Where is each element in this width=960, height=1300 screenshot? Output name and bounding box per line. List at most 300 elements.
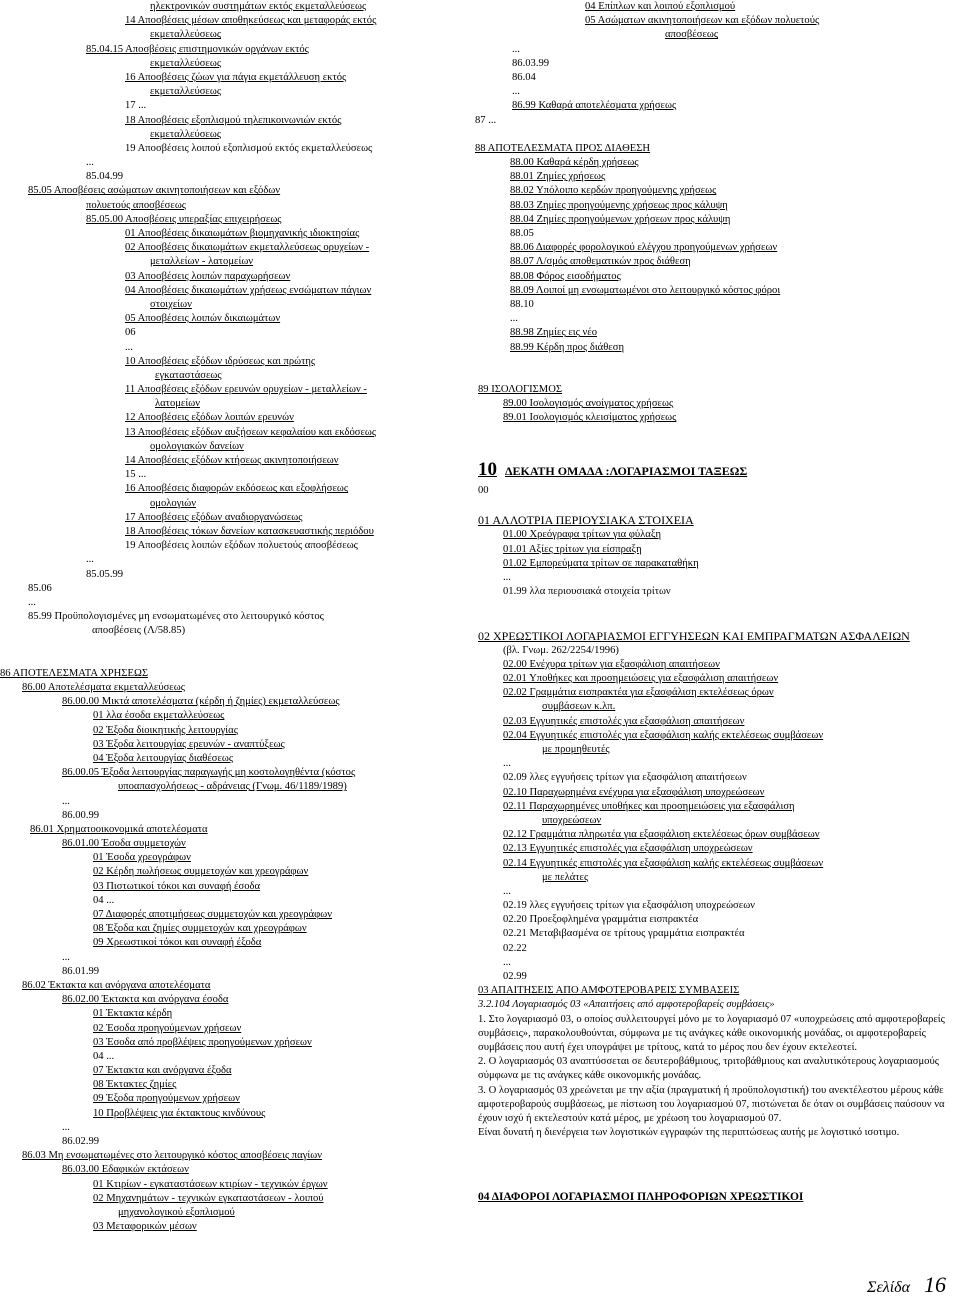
- account-line-text: 08 Έξοδα και ζημίες συμμετοχών και χρεογράφων: [93, 923, 307, 935]
- account-line: [0, 440, 465, 454]
- account-line-text: 02 Κέρδη πωλήσεως συμμετοχών και χρεογράφων: [93, 866, 309, 878]
- account-line-text: 11 Αποσβέσεις εξόδων ερευνών ορυχείων - μεταλλείων -: [125, 384, 367, 396]
- account-line-text: ...: [503, 758, 511, 770]
- account-line: [0, 227, 465, 241]
- account-line-text: 09 Έξοδα προηγούμενων χρήσεων: [93, 1093, 240, 1105]
- account-line: [0, 14, 465, 28]
- account-line: [470, 543, 950, 557]
- account-line: [0, 43, 465, 57]
- account-line-text: 19 Αποσβέσεις λοιπού εξοπλισμού εκτός εκμεταλλεύσεως: [125, 142, 373, 154]
- account-line-text: 01 Έσοδα χρεογράφων: [93, 852, 191, 864]
- account-line: [470, 213, 950, 227]
- account-line-text: μηχανολογικού εξοπλισμού: [118, 1206, 235, 1218]
- account-line-text: 09 Χρεωστικοί τόκοι και συναφή έξοδα: [93, 937, 262, 949]
- account-line-text: ...: [503, 956, 511, 968]
- account-line: [470, 298, 950, 312]
- account-line-text: ομολογιών: [150, 497, 197, 509]
- account-line-text: 88 ΑΠΟΤΕΛΕΣΜΑΤΑ ΠΡΟΣ ΔΙΑΘΕΣΗ: [475, 142, 651, 154]
- paragraph: 1. Στο λογαριασμό 03, ο οποίος συλλειτουργεί μόνο με το λογαριασμό 07 «υποχρεώσεις από αμφοτεροβαρείς συμβάσεις», παρακολουθούνται, σύμφωνα με τις ανάγκες κάθε οικονομικής μονάδας, οι αμφοτεροβαρείς συμβάσεις που αυτή έχει υπογράψει με τρίτους, κατά το μέρος που δεν έχουν εκτελεστεί.: [478, 1013, 945, 1053]
- account-line: [0, 184, 465, 198]
- account-line: [0, 865, 465, 879]
- account-line-text: 86.00.99: [62, 809, 100, 821]
- account-line-text: 16 Αποσβέσεις διαφορών εκδόσεως και εξοφλήσεως: [125, 483, 349, 495]
- account-line: [0, 1149, 465, 1163]
- account-line: [0, 57, 465, 71]
- account-line: [470, 326, 950, 340]
- account-line: [0, 568, 465, 582]
- account-line-text: ...: [62, 951, 70, 963]
- account-line: [470, 871, 950, 885]
- account-line-text: 88.01 Ζημίες χρήσεως: [510, 171, 606, 183]
- section-04-heading: 04 ΔΙΑΦΟΡΟΙ ΛΟΓΑΡΙΑΣΜΟΙ ΠΛΗΡΟΦΟΡΙΩΝ ΧΡΕΩΣΤΙΚΟΙ: [478, 1191, 804, 1204]
- account-line: [470, 956, 950, 970]
- account-line: [470, 57, 950, 71]
- account-line: [0, 497, 465, 511]
- page-number-value: 16: [924, 1272, 946, 1297]
- account-line: [0, 1092, 465, 1106]
- account-line-text: 02.00 Ενέχυρα τρίτων για εξασφάλιση απαιτήσεων: [503, 658, 720, 670]
- account-line-text: 04 Επίπλων και λοιπού εξοπλισμού: [585, 1, 736, 12]
- account-line: [0, 582, 465, 596]
- account-line: [0, 1121, 465, 1135]
- account-line-text: 03 Αποσβέσεις λοιπών παραχωρήσεων: [125, 270, 291, 282]
- account-line: [0, 1050, 465, 1064]
- account-line-text: 88.04 Ζημίες προηγούμενων χρήσεων προς κάλυψη: [510, 213, 731, 225]
- account-line-text: ...: [62, 1121, 70, 1133]
- account-line-text: 85.05 Αποσβέσεις ασώματων ακινητοποιήσεων και εξόδων: [28, 185, 281, 197]
- account-line-text: εκμεταλλεύσεως: [150, 29, 222, 41]
- account-line: [470, 71, 950, 85]
- account-line-text: 02.11 Παραχωρημένες υποθήκες και προσημειώσεις για εξασφάλιση: [503, 800, 795, 812]
- account-line: [0, 255, 465, 269]
- account-line: [470, 757, 950, 771]
- account-line: [470, 942, 950, 956]
- account-line-text: 03 ΑΠΑΙΤΗΣΕΙΣ ΑΠΟ ΑΜΦΟΤΕΡΟΒΑΡΕΙΣ ΣΥΜΒΑΣΕΙΣ: [478, 985, 740, 997]
- account-line-text: 85.99 Προϋπολογισμένες μη ενσωματωμένες στο λειτουργικό κόστος: [28, 611, 324, 623]
- account-line-text: 88.06 Διαφορές φορολογικού ελέγχου προηγούμενων χρήσεων: [510, 242, 778, 254]
- account-line-text: 05 Ασώματων ακινητοποιήσεων και εξόδων πολυετούς: [585, 15, 820, 27]
- account-line: [470, 700, 950, 714]
- account-line-text: 86.02 Έκτακτα και ανόργανα αποτελέσματα: [22, 979, 211, 991]
- account-line-text: 87 ...: [475, 114, 497, 126]
- account-line: [0, 525, 465, 539]
- account-line-text: 02.01 Υποθήκες και προσημειώσεις για εξασφάλιση απαιτήσεων: [503, 673, 779, 685]
- account-line-text: 10 Προβλέψεις για έκτακτους κινδύνους: [93, 1107, 266, 1119]
- account-line: [0, 454, 465, 468]
- account-line-text: 17 Αποσβέσεις εξόδων αναδιοργανώσεως: [125, 511, 303, 523]
- account-line: [470, 184, 950, 198]
- account-line-text: υποαπασχολήσεως - αδράνειας (Γνωμ. 46/1189/1989): [118, 781, 347, 793]
- account-line: [470, 729, 950, 743]
- right-column: [470, 0, 950, 1205]
- account-line: [0, 880, 465, 894]
- account-line-text: 88.05: [510, 228, 534, 239]
- account-line: [470, 411, 950, 425]
- account-line-text: 07 Διαφορές αποτιμήσεως συμμετοχών και χρεογράφων: [93, 909, 332, 920]
- account-line-text: 06: [125, 327, 136, 339]
- account-line-text: 02 Έσοδα προηγούμενων χρήσεων: [93, 1022, 242, 1034]
- account-line: [0, 738, 465, 752]
- paragraph: 3. Ο λογαριασμός 03 χρεώνεται με την αξία (πραγματική ή προϋπολογιστική) του ανεκτέλεστου μέρους κάθε αμφοτεροβαρούς συμβάσεως, με πίστωση του λογαριασμού 07, πιστώνεται δε όταν οι συμβάσεις παύσουν να έχουν ισχύ ή εκτελεστούν κατά μέρος, με χρέωση του λογαριασμού 07.: [478, 1084, 945, 1124]
- account-line-text: 85.04.15 Αποσβέσεις επιστημονικών οργάνων εκτός: [86, 43, 309, 55]
- right-lines: [470, 0, 950, 1013]
- account-line-text: 05 Αποσβέσεις λοιπών δικαιωμάτων: [125, 313, 281, 325]
- account-line-text: 86.03 Μη ενσωματωμένες στο λειτουργικό κόστος αποσβέσεις παγίων: [22, 1150, 323, 1162]
- account-line: [0, 326, 465, 340]
- account-line: [0, 1078, 465, 1092]
- account-line-text: 01.01 Αξίες τρίτων για είσπραξη: [503, 543, 642, 555]
- account-line: [0, 965, 465, 979]
- account-line: [470, 227, 950, 241]
- account-line-text: 86.01.00 Έσοδα συμμετοχών: [62, 838, 186, 850]
- account-line: [0, 1135, 465, 1149]
- account-line-text: 03 Έξοδα λειτουργίας ερευνών - αναπτύξεως: [93, 738, 285, 750]
- account-line-text: συμβάσεων κ.λπ.: [542, 701, 616, 713]
- account-line-text: 02 Έξοδα διοικητικής λειτουργίας: [93, 724, 238, 736]
- account-line-text: 01 Αποσβέσεις δικαιωμάτων βιομηχανικής ιδιοκτησίας: [125, 228, 360, 239]
- account-line-text: 85.05.00 Αποσβέσεις υπεραξίας επιχειρήσεως: [86, 213, 282, 225]
- account-line-text: 02.10 Παραχωρημένα ενέχυρα για εξασφάλιση υποχρεώσεων: [503, 786, 765, 798]
- account-line: [0, 780, 465, 794]
- account-line-text: 89 ΙΣΟΛΟΓΙΣΜΟΣ: [478, 384, 563, 396]
- account-line-text: ομολογιακών δανείων: [150, 440, 244, 452]
- account-line: [0, 553, 465, 567]
- account-line: [470, 628, 950, 644]
- account-line-text: 04 Έξοδα λειτουργίας διαθέσεως: [93, 752, 234, 764]
- account-line-text: 86.04: [512, 71, 536, 83]
- account-line-text: 01.99 λλα περιουσιακά στοιχεία τρίτων: [503, 586, 671, 598]
- account-line-text: 85.05.99: [86, 568, 124, 580]
- account-line: [470, 241, 950, 255]
- account-line: [470, 585, 950, 599]
- account-line-text: 86.02.99: [62, 1136, 100, 1147]
- group-title: ΔΕΚΑΤΗ ΟΜΑΔΑ :ΛΟΓΑΡΙΑΣΜΟΙ ΤΑΞΕΩΣ: [505, 464, 748, 478]
- account-line-text: 3.2.104 Λογαριασμός 03 «Απαιτήσεις από αμφοτεροβαρείς συμβάσεις»: [478, 999, 775, 1011]
- account-line-text: 86.00 Αποτελέσματα εκμεταλλεύσεως: [22, 682, 185, 693]
- account-line: [470, 672, 950, 686]
- account-line: [470, 199, 950, 213]
- account-line-text: εκμεταλλεύσεως: [150, 128, 222, 140]
- account-line-text: 88.03 Ζημίες προηγούμενης χρήσεως προς κάλυψη: [510, 199, 728, 211]
- account-line-text: 86.00.00 Μικτά αποτελέσματα (κέρδη ή ζημίες) εκμεταλλεύσεως: [62, 696, 340, 708]
- account-line: [470, 341, 950, 355]
- account-line-text: 88.09 Λοιποί μη ενσωματωμένοι στο λειτουργικό κόστος φόροι: [510, 284, 781, 296]
- account-line-text: εκμεταλλεύσεως: [150, 86, 222, 98]
- account-line-text: 86.99 Καθαρά αποτελέσματα χρήσεως: [512, 100, 677, 112]
- account-line-text: μεταλλείων - λατομείων: [150, 256, 254, 268]
- account-line: [0, 199, 465, 213]
- account-line: [0, 724, 465, 738]
- account-line: [0, 71, 465, 85]
- account-line-text: 02.13 Εγγυητικές επιστολές για εξασφάλιση υποχρεώσεων: [503, 843, 753, 855]
- account-line: [470, 14, 950, 28]
- account-line: [0, 979, 465, 993]
- account-line: [0, 624, 465, 638]
- account-line: [470, 498, 950, 512]
- account-line-text: 03 Μεταφορικών μέσων: [93, 1221, 197, 1233]
- account-line: [0, 1022, 465, 1036]
- account-line-text: ...: [28, 596, 36, 608]
- account-line: [470, 270, 950, 284]
- account-line: [0, 596, 465, 610]
- account-line: [470, 686, 950, 700]
- account-line: [0, 695, 465, 709]
- account-line: [0, 213, 465, 227]
- account-line: [0, 142, 465, 156]
- account-line-text: 02 Αποσβέσεις δικαιωμάτων εκμεταλλεύσεως ορυχείων -: [125, 242, 370, 254]
- account-line: [470, 85, 950, 99]
- account-line-text: 88.98 Ζημίες εις νέο: [510, 327, 597, 339]
- account-line: [0, 809, 465, 823]
- account-line: [470, 743, 950, 757]
- account-line-text: 02.99: [503, 971, 527, 982]
- account-line-text: 04 ...: [93, 894, 115, 906]
- explanatory-paragraphs: [478, 1013, 948, 1141]
- account-line: [0, 383, 465, 397]
- account-line: [0, 1192, 465, 1206]
- account-line-text: ...: [512, 43, 520, 55]
- account-line-text: 88.00 Καθαρά κέρδη χρήσεως: [510, 157, 639, 169]
- account-line: [470, 0, 950, 14]
- account-line-text: 86 ΑΠΟΤΕΛΕΣΜΑΤΑ ΧΡΗΣΕΩΣ: [0, 667, 148, 679]
- account-line: [470, 771, 950, 785]
- account-line: [0, 908, 465, 922]
- account-line-text: 01 ΑΛΛΟΤΡΙΑ ΠΕΡΙΟΥΣΙΑΚΑ ΣΤΟΙΧΕΙΑ: [478, 513, 694, 528]
- account-line-text: 86.03.00 Εδαφικών εκτάσεων: [62, 1164, 189, 1176]
- account-line: [470, 998, 950, 1012]
- account-line: [470, 255, 950, 269]
- account-line: [470, 484, 950, 498]
- account-line: [0, 1206, 465, 1220]
- account-line-text: 18 Αποσβέσεις εξοπλισμού τηλεπικοινωνιών εκτός: [125, 114, 342, 126]
- account-line: [470, 28, 950, 42]
- page-number: [867, 1272, 946, 1298]
- account-line: [0, 1163, 465, 1177]
- account-line-text: 02.21 Μεταβιβασμένα σε τρίτους γραμμάτια εισπρακτέα: [503, 928, 745, 940]
- account-line-text: ...: [86, 157, 94, 169]
- account-line-text: ...: [510, 313, 518, 325]
- account-line: [470, 599, 950, 613]
- account-line: [470, 128, 950, 142]
- paragraph: Είναι δυνατή η διενέργεια των λογιστικών εγγραφών της περιπτώσεως αυτής με λογιστικό ισοτιμο.: [478, 1127, 900, 1139]
- account-line: [0, 312, 465, 326]
- account-line-text: 01 Έκτακτα κέρδη: [93, 1008, 173, 1020]
- account-line: [0, 298, 465, 312]
- account-line: [470, 312, 950, 326]
- account-line: [0, 610, 465, 624]
- account-line: [0, 709, 465, 723]
- account-line: [0, 99, 465, 113]
- account-line: [0, 284, 465, 298]
- account-line: [470, 970, 950, 984]
- account-line-text: 02.14 Εγγυητικές επιστολές για εξασφάλιση καλής εκτελέσεως συμβάσεων: [503, 857, 824, 869]
- account-line-text: 01.02 Εμπορεύματα τρίτων σε παρακαταθήκη: [503, 557, 699, 569]
- account-line: [0, 1036, 465, 1050]
- account-line: [0, 170, 465, 184]
- account-line-text: 00: [478, 485, 489, 496]
- account-line: [0, 85, 465, 99]
- account-line-text: αποσβέσεως: [665, 29, 719, 41]
- account-line: [470, 369, 950, 383]
- account-line-text: 88.02 Υπόλοιπο κερδών προηγούμενης χρήσεως: [510, 185, 717, 197]
- account-line-text: ...: [125, 341, 133, 353]
- account-line: [470, 842, 950, 856]
- account-line: [0, 795, 465, 809]
- account-line: [0, 653, 465, 667]
- account-line-text: 85.06: [28, 582, 52, 594]
- account-line: [0, 341, 465, 355]
- account-line-text: 89.01 Ισολογισμός κλεισίματος χρήσεως: [503, 412, 677, 424]
- account-line: [470, 899, 950, 913]
- account-line: [0, 1007, 465, 1021]
- account-line-text: 16 Αποσβέσεις ζώων για πάγια εκμετάλλευση εκτός: [125, 71, 347, 83]
- account-line-text: με πελάτες: [542, 871, 589, 883]
- account-line: [470, 426, 950, 440]
- account-line-text: 01 Κτιρίων - εγκαταστάσεων κτιρίων - τεχνικών έργων: [93, 1178, 328, 1190]
- account-line-text: 02 Μηχανημάτων - τεχνικών εγκαταστάσεων - λοιπού: [93, 1192, 324, 1204]
- account-line: [470, 440, 950, 454]
- account-line-text: 02.22: [503, 942, 527, 954]
- account-line-text: 86.02.00 Έκτακτα και ανόργανα έσοδα: [62, 994, 229, 1006]
- account-line-text: 14 Αποσβέσεις εξόδων κτήσεως ακινητοποιήσεων: [125, 455, 339, 466]
- account-line: [470, 715, 950, 729]
- account-line: [0, 667, 465, 681]
- account-line: [470, 142, 950, 156]
- account-line: [0, 1220, 465, 1234]
- account-line: [0, 823, 465, 837]
- account-line: [470, 383, 950, 397]
- account-line-text: 07 Έκτακτα και ανόργανα έξοδα: [93, 1065, 232, 1077]
- left-column: [0, 0, 465, 1234]
- account-line-text: 17 ...: [125, 100, 147, 112]
- account-line: [0, 411, 465, 425]
- account-line: [0, 951, 465, 965]
- account-line: [470, 571, 950, 585]
- account-line-text: 02.02 Γραμμάτια εισπρακτέα για εξασφάλιση εκτελέσεως όρων: [503, 687, 774, 699]
- account-line: [470, 458, 950, 484]
- account-line-text: 01 λλα έσοδα εκμεταλλεύσεως: [93, 710, 225, 722]
- account-line-text: 04 Αποσβέσεις δικαιωμάτων χρήσεως ενσώματων πάγιων: [125, 284, 372, 296]
- account-line: [470, 614, 950, 628]
- paragraph: 2. Ο λογαριασμός 03 αναπτύσσεται σε δευτεροβάθμιους, τριτοβάθμιους και αναλυτικότερους λογαριασμούς σύμφωνα με τις ανάγκες κάθε οικονομικής μονάδας.: [478, 1056, 939, 1082]
- account-line: [470, 99, 950, 113]
- account-line: [470, 43, 950, 57]
- account-line: [0, 369, 465, 383]
- account-line-text: 02.20 Προεξοφλημένα γραμμάτια εισπρακτέα: [503, 914, 699, 926]
- account-line-text: 19 Αποσβέσεις λοιπών εξόδων πολυετούς αποσβέσεως: [125, 540, 358, 552]
- account-line: [470, 557, 950, 571]
- account-line-text: 02.19 λλες εγγυήσεις τρίτων για εξασφάλιση υποχρεώσεων: [503, 900, 755, 912]
- account-line: [0, 894, 465, 908]
- account-line-text: 04 ...: [93, 1050, 115, 1062]
- account-line-text: ...: [62, 795, 70, 807]
- account-line-text: 12 Αποσβέσεις εξόδων λοιπών ερευνών: [125, 412, 294, 424]
- account-line: [0, 114, 465, 128]
- account-line-text: εκμεταλλεύσεως: [150, 57, 222, 69]
- account-line: [470, 284, 950, 298]
- account-line-text: με προμηθευτές: [542, 744, 610, 755]
- account-line-text: 15 ...: [125, 469, 147, 481]
- account-line-text: 88.08 Φόρος εισοδήματος: [510, 270, 621, 282]
- account-line: [470, 913, 950, 927]
- account-line-text: 02.09 λλες εγγυήσεις τρίτων για εξασφάλιση απαιτήσεων: [503, 772, 747, 784]
- account-line: [0, 28, 465, 42]
- account-line: [0, 128, 465, 142]
- account-line: [0, 766, 465, 780]
- account-line: [470, 170, 950, 184]
- account-line: [0, 993, 465, 1007]
- account-line: [470, 857, 950, 871]
- account-line: [0, 1178, 465, 1192]
- account-line-text: στοιχείων: [150, 298, 192, 310]
- account-line-text: 03 Πιστωτικοί τόκοι και συναφή έσοδα: [93, 880, 261, 892]
- account-line: [470, 644, 950, 658]
- account-line-text: πολυετούς αποσβέσεως: [86, 199, 186, 211]
- account-line-text: 02 ΧΡΕΩΣΤΙΚΟΙ ΛΟΓΑΡΙΑΣΜΟΙ ΕΓΓΥΗΣΕΩΝ ΚΑΙ ΕΜΠΡΑΓΜΑΤΩΝ ΑΣΦΑΛΕΙΩΝ: [478, 628, 910, 643]
- account-line-text: 86.00.05 Έξοδα λειτουργίας παραγωγής μη κοστολογηθέντα (κόστος: [62, 767, 356, 779]
- account-line-text: 02.12 Γραμμάτια πληρωτέα για εξασφάλιση εκτελέσεως όρων συμβάσεων: [503, 829, 820, 841]
- account-line-text: λατομείων: [155, 398, 200, 410]
- account-line-text: 88.99 Κέρδη προς διάθεση: [510, 341, 624, 353]
- account-line: [470, 828, 950, 842]
- account-line-text: 88.10: [510, 298, 534, 310]
- account-line: [0, 1107, 465, 1121]
- account-line: [0, 539, 465, 553]
- account-line-text: ...: [503, 571, 511, 583]
- account-line-text: ηλεκτρονικών συστημάτων εκτός εκμεταλλεύσεως: [150, 1, 367, 12]
- account-line-text: 01.00 Χρεόγραφα τρίτων για φύλαξη: [503, 529, 662, 541]
- account-line-text: εγκαταστάσεως: [155, 369, 222, 381]
- account-line: [0, 752, 465, 766]
- account-line-text: 18 Αποσβέσεις τόκων δανείων κατασκευαστικής περιόδου: [125, 525, 374, 537]
- account-line: [0, 426, 465, 440]
- account-line-text: 85.04.99: [86, 171, 124, 183]
- account-line: [470, 885, 950, 899]
- account-line-text: αποσβέσεις (Λ/58.85): [92, 625, 186, 637]
- account-line: [0, 156, 465, 170]
- account-line: [0, 638, 465, 652]
- account-line-text: ...: [503, 885, 511, 897]
- account-line: [470, 512, 950, 528]
- account-line: [470, 528, 950, 542]
- account-line: [0, 511, 465, 525]
- account-line-text: 08 Έκτακτες ζημίες: [93, 1079, 177, 1091]
- account-line-text: 02.04 Εγγυητικές επιστολές για εξασφάλιση καλής εκτελέσεως συμβάσεων: [503, 729, 824, 741]
- account-line: [0, 397, 465, 411]
- page-label: Σελίδα: [866, 1279, 910, 1296]
- account-line-text: υποχρεώσεων: [542, 814, 602, 826]
- account-line-text: 02.03 Εγγυητικές επιστολές για εξασφάλιση απαιτήσεων: [503, 715, 745, 727]
- account-line-text: 86.01.99: [62, 965, 100, 977]
- account-line: [470, 984, 950, 998]
- account-line: [0, 681, 465, 695]
- account-line-text: 14 Αποσβέσεις μέσων αποθηκεύσεως και μεταφοράς εκτός: [125, 15, 377, 27]
- account-line: [0, 837, 465, 851]
- account-line-text: ...: [86, 554, 94, 566]
- account-line: [0, 482, 465, 496]
- account-line: [470, 927, 950, 941]
- account-line-text: (βλ. Γνωμ. 262/2254/1996): [503, 644, 619, 656]
- account-line: [0, 1064, 465, 1078]
- account-line: [0, 936, 465, 950]
- account-line: [0, 355, 465, 369]
- account-line: [470, 658, 950, 672]
- account-line-text: 86.01 Χρηματοοικονομικά αποτελέσματα: [30, 823, 208, 835]
- account-line-text: ...: [512, 86, 520, 98]
- account-line-text: 86.03.99: [512, 57, 550, 69]
- account-line-text: 13 Αποσβέσεις εξόδων αυξήσεων κεφαλαίου και εκδόσεως: [125, 426, 377, 438]
- account-line: [0, 270, 465, 284]
